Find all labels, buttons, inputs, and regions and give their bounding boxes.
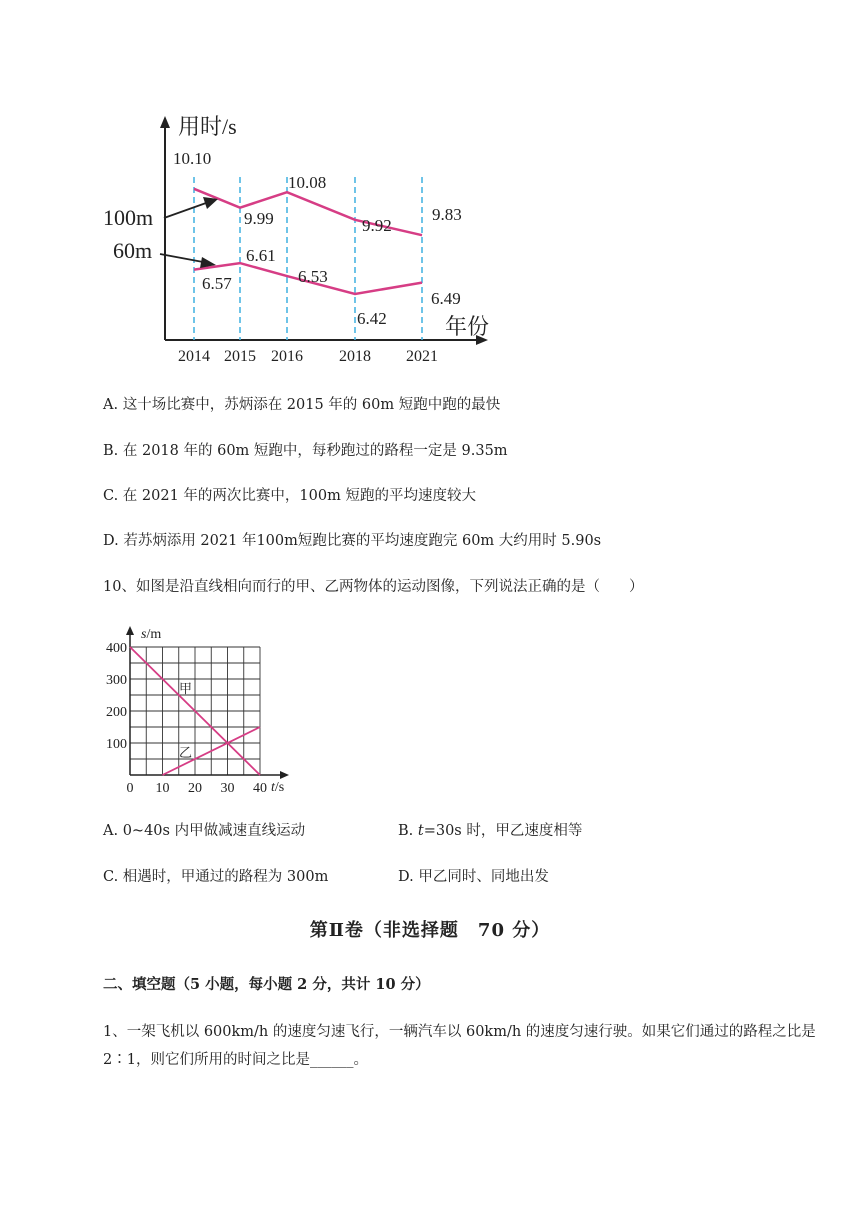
- s-axis-label: s/m: [141, 627, 162, 642]
- data-label-100m-2021: 9.83: [432, 205, 462, 224]
- x-axis-label: 年份: [445, 314, 490, 339]
- data-label-60m-2018: 6.42: [357, 309, 387, 328]
- section-fill-blank: 二、填空题（5 小题，每小题 2 分，共计 10 分）: [103, 976, 430, 993]
- q9-option-a: A. 这十场比赛中，苏炳添在 2015 年的 60m 短跑中跑的最快: [103, 397, 501, 413]
- y-axis-label: 用时/s: [178, 114, 237, 139]
- data-label-100m-2018: 9.92: [362, 216, 392, 235]
- q9-option-b: B. 在 2018 年的 60m 短跑中，每秒跑过的路程一定是 9.35m: [103, 443, 508, 459]
- arrow-100m: [164, 203, 206, 218]
- y-axis-arrow: [160, 116, 170, 128]
- x-tick-2014: 2014: [178, 348, 210, 365]
- q10-stem: 10、如图是沿直线相向而行的甲、乙两物体的运动图像，下列说法正确的是（ ）: [103, 579, 644, 595]
- q10-option-b: [398, 820, 582, 842]
- series-label-60m: 60m: [113, 238, 153, 263]
- fill-question-1: 1、一架飞机以 600km/h 的速度匀速飞行，一辆汽车以 60km/h 的速度匀速行驶。如果它们通过的路程之比是 2∶1，则它们所用的时间之比是______。: [103, 1024, 816, 1068]
- x-tick-40: 40: [253, 781, 267, 796]
- arrow-100m-head: [203, 197, 218, 209]
- label-yi: 乙: [179, 745, 193, 760]
- q9-option-c: C. 在 2021 年的两次比赛中，100m 短跑的平均速度较大: [103, 488, 476, 504]
- arrow-60m: [160, 254, 203, 262]
- s-axis-arrow: [126, 626, 134, 635]
- part2-title: 第Ⅱ卷（非选择题 70 分）: [309, 920, 551, 941]
- race-time-chart: [0, 0, 860, 380]
- data-label-60m-2016: 6.53: [298, 267, 328, 286]
- data-label-60m-2014: 6.57: [202, 274, 232, 293]
- motion-graph: [95, 620, 315, 800]
- x-tick-2015: 2015: [224, 348, 256, 365]
- y-tick-200: 200: [106, 705, 127, 720]
- data-label-100m-2015: 9.99: [244, 209, 274, 228]
- q10-option-c: C. 相遇时，甲通过的路程为 300m: [103, 869, 329, 885]
- y-tick-400: 400: [106, 641, 127, 656]
- q9-option-d: D. 若苏炳添用 2021 年100m短跑比赛的平均速度跑完 60m 大约用时 5.90s: [103, 533, 602, 549]
- data-label-100m-2014: 10.10: [173, 149, 212, 168]
- y-tick-100: 100: [106, 737, 127, 752]
- x-tick-20: 20: [188, 781, 202, 796]
- data-label-100m-2016: 10.08: [288, 173, 327, 192]
- series-label-100m: 100m: [103, 205, 154, 230]
- x-tick-30: 30: [220, 781, 235, 796]
- label-jia: 甲: [179, 681, 193, 696]
- q10-option-d: D. 甲乙同时、同地出发: [398, 869, 549, 885]
- x-tick-10: 10: [155, 781, 170, 796]
- data-label-60m-2021: 6.49: [431, 289, 461, 308]
- x-tick-2018: 2018: [339, 348, 371, 365]
- q10-option-b-rest: =30s 时，甲乙速度相等: [423, 823, 583, 839]
- t-axis-arrow: [280, 771, 289, 779]
- data-label-60m-2015: 6.61: [246, 246, 276, 265]
- q10-option-a: A. 0~40s 内甲做减速直线运动: [103, 823, 306, 839]
- t-axis-label: t/s: [271, 780, 285, 795]
- q10-option-b-prefix: B.: [398, 823, 418, 839]
- y-tick-300: 300: [106, 673, 127, 688]
- x-tick-0: 0: [126, 781, 134, 796]
- x-tick-2016: 2016: [271, 348, 303, 365]
- x-tick-2021: 2021: [406, 348, 438, 365]
- q10-option-b-var: t: [417, 823, 424, 839]
